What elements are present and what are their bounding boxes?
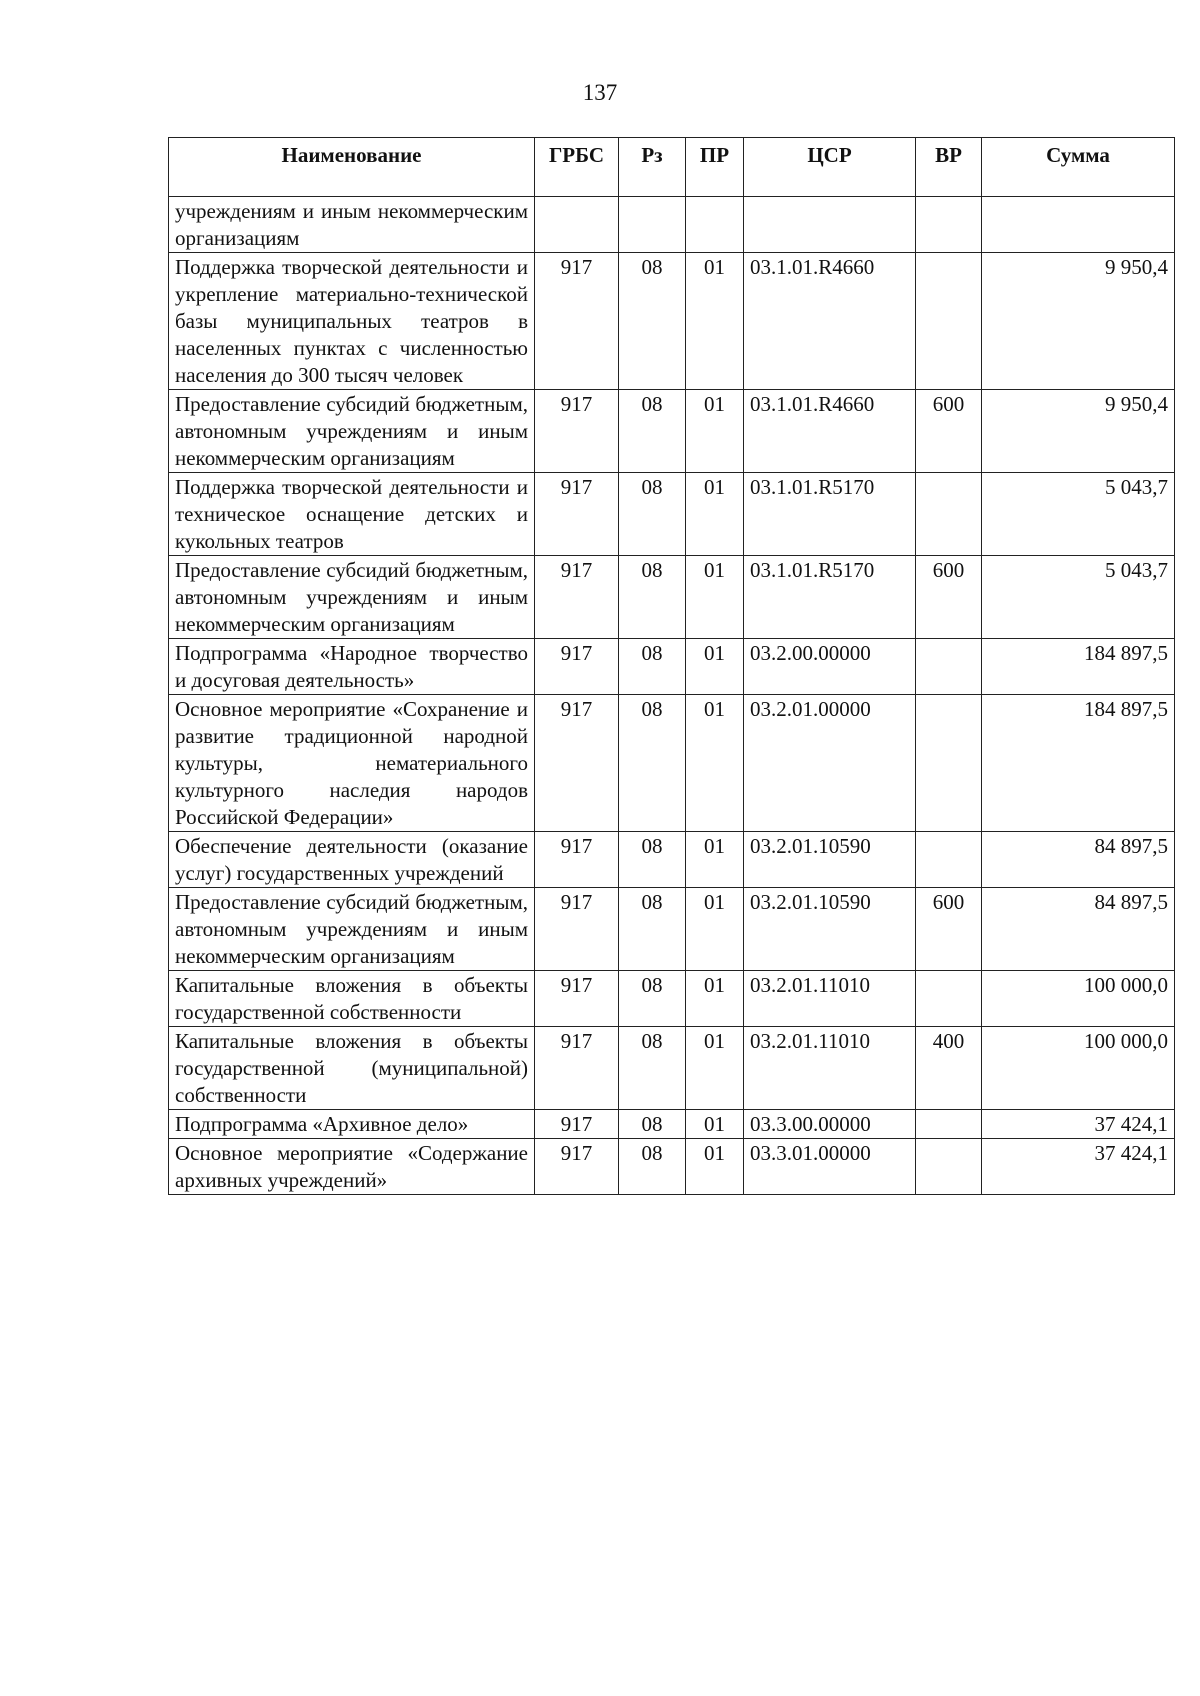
cell-sum: 84 897,5 <box>982 832 1175 888</box>
cell-grbs: 917 <box>535 971 619 1027</box>
cell-rz: 08 <box>619 390 686 473</box>
cell-grbs: 917 <box>535 473 619 556</box>
cell-pr: 01 <box>686 1027 744 1110</box>
cell-name: Предоставление субсидий бюджетным, автономным учреждениям и иным некоммерческим организациям <box>169 556 535 639</box>
cell-pr: 01 <box>686 253 744 390</box>
header-pr: ПР <box>686 138 744 197</box>
cell-sum: 100 000,0 <box>982 1027 1175 1110</box>
cell-name: Основное мероприятие «Содержание архивных учреждений» <box>169 1139 535 1195</box>
cell-vr: 400 <box>916 1027 982 1110</box>
table-row <box>169 390 1175 473</box>
cell-sum <box>982 197 1175 253</box>
cell-grbs: 917 <box>535 639 619 695</box>
cell-sum: 184 897,5 <box>982 695 1175 832</box>
cell-pr: 01 <box>686 971 744 1027</box>
cell-sum: 37 424,1 <box>982 1110 1175 1139</box>
cell-name: учреждениям и иным некоммерческим организациям <box>169 197 535 253</box>
cell-name: Подпрограмма «Народное творчество и досуговая деятельность» <box>169 639 535 695</box>
cell-grbs: 917 <box>535 1110 619 1139</box>
cell-vr <box>916 639 982 695</box>
cell-vr <box>916 1139 982 1195</box>
cell-csr: 03.1.01.R4660 <box>744 390 916 473</box>
header-row <box>169 138 1175 197</box>
table-row <box>169 971 1175 1027</box>
cell-rz: 08 <box>619 695 686 832</box>
cell-vr <box>916 971 982 1027</box>
cell-grbs: 917 <box>535 556 619 639</box>
cell-name: Капитальные вложения в объекты государственной (муниципальной) собственности <box>169 1027 535 1110</box>
cell-vr <box>916 1110 982 1139</box>
cell-pr: 01 <box>686 390 744 473</box>
cell-name: Основное мероприятие «Сохранение и развитие традиционной народной культуры, нематериального культурного наследия народов Российской Федерации» <box>169 695 535 832</box>
cell-grbs: 917 <box>535 1027 619 1110</box>
cell-pr: 01 <box>686 1110 744 1139</box>
table-row <box>169 473 1175 556</box>
cell-rz: 08 <box>619 1139 686 1195</box>
cell-name: Предоставление субсидий бюджетным, автономным учреждениям и иным некоммерческим организациям <box>169 888 535 971</box>
cell-sum: 5 043,7 <box>982 473 1175 556</box>
cell-vr <box>916 832 982 888</box>
cell-rz: 08 <box>619 1027 686 1110</box>
cell-csr: 03.1.01.R5170 <box>744 556 916 639</box>
cell-pr: 01 <box>686 832 744 888</box>
cell-rz: 08 <box>619 832 686 888</box>
table-row <box>169 832 1175 888</box>
cell-grbs: 917 <box>535 695 619 832</box>
cell-rz: 08 <box>619 253 686 390</box>
cell-csr: 03.2.01.11010 <box>744 1027 916 1110</box>
cell-sum: 184 897,5 <box>982 639 1175 695</box>
cell-name: Поддержка творческой деятельности и техническое оснащение детских и кукольных театров <box>169 473 535 556</box>
cell-grbs: 917 <box>535 1139 619 1195</box>
cell-rz: 08 <box>619 971 686 1027</box>
cell-csr <box>744 197 916 253</box>
header-name: Наименование <box>169 138 535 197</box>
cell-vr <box>916 253 982 390</box>
cell-name: Капитальные вложения в объекты государственной собственности <box>169 971 535 1027</box>
cell-sum: 37 424,1 <box>982 1139 1175 1195</box>
page-number: 137 <box>582 80 618 105</box>
cell-csr: 03.3.01.00000 <box>744 1139 916 1195</box>
table-row <box>169 556 1175 639</box>
cell-pr: 01 <box>686 473 744 556</box>
cell-grbs <box>535 197 619 253</box>
cell-rz: 08 <box>619 639 686 695</box>
header-vr: ВР <box>916 138 982 197</box>
cell-csr: 03.2.00.00000 <box>744 639 916 695</box>
cell-grbs: 917 <box>535 832 619 888</box>
cell-rz <box>619 197 686 253</box>
table-row <box>169 197 1175 253</box>
cell-csr: 03.2.01.10590 <box>744 832 916 888</box>
cell-rz: 08 <box>619 473 686 556</box>
cell-rz: 08 <box>619 1110 686 1139</box>
table-header <box>169 138 1175 197</box>
cell-vr: 600 <box>916 390 982 473</box>
cell-rz: 08 <box>619 556 686 639</box>
cell-sum: 9 950,4 <box>982 390 1175 473</box>
cell-csr: 03.2.01.00000 <box>744 695 916 832</box>
cell-csr: 03.2.01.10590 <box>744 888 916 971</box>
table-row <box>169 888 1175 971</box>
table-row <box>169 1027 1175 1110</box>
header-csr: ЦСР <box>744 138 916 197</box>
cell-csr: 03.1.01.R4660 <box>744 253 916 390</box>
header-sum: Сумма <box>982 138 1175 197</box>
cell-grbs: 917 <box>535 390 619 473</box>
table-body <box>169 197 1175 1195</box>
cell-sum: 9 950,4 <box>982 253 1175 390</box>
table-row <box>169 695 1175 832</box>
table-row <box>169 1110 1175 1139</box>
cell-pr: 01 <box>686 1139 744 1195</box>
budget-table <box>168 137 1175 1195</box>
table-row <box>169 1139 1175 1195</box>
cell-pr: 01 <box>686 556 744 639</box>
cell-rz: 08 <box>619 888 686 971</box>
cell-pr: 01 <box>686 888 744 971</box>
cell-grbs: 917 <box>535 253 619 390</box>
cell-vr <box>916 695 982 832</box>
cell-vr <box>916 197 982 253</box>
cell-name: Подпрограмма «Архивное дело» <box>169 1110 535 1139</box>
cell-grbs: 917 <box>535 888 619 971</box>
table-row <box>169 253 1175 390</box>
cell-name: Обеспечение деятельности (оказание услуг) государственных учреждений <box>169 832 535 888</box>
cell-vr <box>916 473 982 556</box>
cell-name: Предоставление субсидий бюджетным, автономным учреждениям и иным некоммерческим организациям <box>169 390 535 473</box>
cell-name: Поддержка творческой деятельности и укрепление материально-технической базы муниципальных театров в населенных пунктах с численностью населения до 300 тысяч человек <box>169 253 535 390</box>
cell-sum: 100 000,0 <box>982 971 1175 1027</box>
cell-csr: 03.2.01.11010 <box>744 971 916 1027</box>
header-grbs: ГРБС <box>535 138 619 197</box>
cell-csr: 03.1.01.R5170 <box>744 473 916 556</box>
cell-csr: 03.3.00.00000 <box>744 1110 916 1139</box>
header-rz: Рз <box>619 138 686 197</box>
cell-vr: 600 <box>916 556 982 639</box>
cell-sum: 84 897,5 <box>982 888 1175 971</box>
cell-vr: 600 <box>916 888 982 971</box>
cell-pr: 01 <box>686 695 744 832</box>
cell-pr: 01 <box>686 639 744 695</box>
cell-sum: 5 043,7 <box>982 556 1175 639</box>
cell-pr <box>686 197 744 253</box>
table-row <box>169 639 1175 695</box>
